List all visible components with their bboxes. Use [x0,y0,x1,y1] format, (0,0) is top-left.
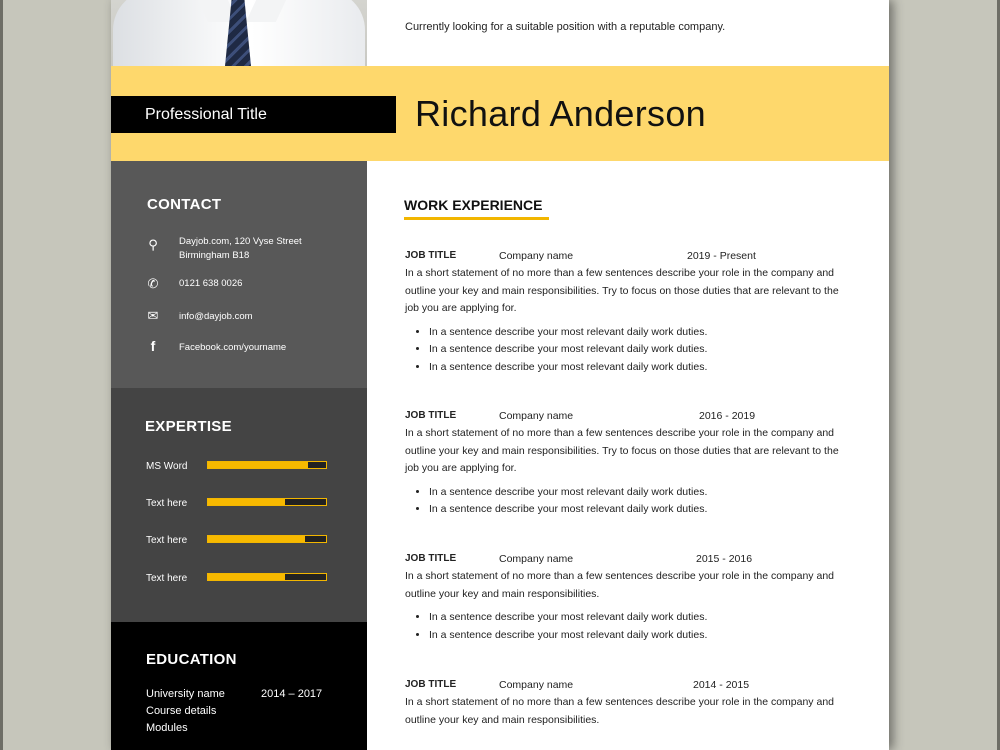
job-entry [405,250,845,376]
location-pin-icon: ⚲ [148,237,158,252]
job-dates: 2019 - Present [687,250,756,262]
job-title: JOB TITLE [405,250,457,261]
skill-bar [207,535,327,543]
job-entry [405,553,845,644]
job-title: JOB TITLE [405,410,457,421]
candidate-name: Richard Anderson [415,93,706,134]
job-title: JOB TITLE [405,553,457,564]
job-title: JOB TITLE [405,679,457,690]
skill-bar [207,573,327,581]
contact-phone: 0121 638 0026 [179,278,243,289]
duty-item: • In a sentence describe your most relevant daily work duties. [429,609,845,627]
skill-label: Text here [146,573,188,584]
name-banner [111,66,889,161]
resume-page [111,0,889,750]
expertise-section [111,388,367,622]
job-dates: 2016 - 2019 [699,410,756,422]
contact-heading: CONTACT [147,196,222,213]
skill-label: Text here [146,535,188,546]
job-entry [405,679,845,729]
skill-label: MS Word [146,461,188,472]
education-heading: EDUCATION [146,651,237,668]
duties-list [405,609,845,644]
heading-underline [404,217,549,220]
profile-photo [111,0,367,66]
duty-item: • In a sentence describe your most relevant daily work duties. [429,484,845,502]
email-icon: ✉ [147,308,159,323]
job-description: In a short statement of no more than a few sentences describe your role in the company and outline your key and main responsibilities. Try to focus on those duties that are relevant to the job you are applying for. [405,427,839,474]
professional-title: Professional Title [111,96,396,133]
job-dates: 2015 - 2016 [696,553,753,565]
duties-list [405,324,845,377]
duty-item: • In a sentence describe your most relevant daily work duties. [429,341,845,359]
contact-email: info@dayjob.com [179,311,253,322]
facebook-icon: f [150,338,156,354]
company-name: Company name [499,679,574,691]
duty-item: • In a sentence describe your most relevant daily work duties. [429,324,845,342]
frame-border-left [0,0,3,750]
contact-section [111,161,367,388]
company-name: Company name [499,250,574,262]
university-name: University name [146,688,225,700]
company-name: Company name [499,410,574,422]
skill-label: Text here [146,498,188,509]
duty-item: • In a sentence describe your most relevant daily work duties. [429,359,845,377]
work-experience-heading: WORK EXPERIENCE [404,197,543,213]
objective-statement: Currently looking for a suitable position with a reputable company. [405,21,726,33]
contact-address: Dayjob.com, 120 Vyse Street Birmingham B18 [179,236,302,261]
skill-bar [207,498,327,506]
contact-facebook: Facebook.com/yourname [179,342,287,353]
job-dates: 2014 - 2015 [693,679,750,691]
job-description: In a short statement of no more than a few sentences describe your role in the company and outline your key and main responsibilities. [405,570,834,600]
duty-item: • In a sentence describe your most relevant daily work duties. [429,501,845,519]
phone-icon: ✆ [147,276,159,291]
education-years: 2014 – 2017 [261,688,323,700]
skill-bar [207,461,327,469]
job-description: In a short statement of no more than a few sentences describe your role in the company and outline your key and main responsibilities. [405,696,834,726]
duties-list [405,484,845,519]
company-name: Company name [499,553,574,565]
education-section [111,622,367,750]
job-description: In a short statement of no more than a few sentences describe your role in the company and outline your key and main responsibilities. Try to focus on those duties that are relevant to the job you are applying for. [405,267,839,314]
modules: Modules [146,722,188,734]
course-details: Course details [146,705,217,717]
duty-item: • In a sentence describe your most relevant daily work duties. [429,627,845,645]
expertise-heading: EXPERTISE [145,418,232,435]
job-entry [405,410,845,519]
